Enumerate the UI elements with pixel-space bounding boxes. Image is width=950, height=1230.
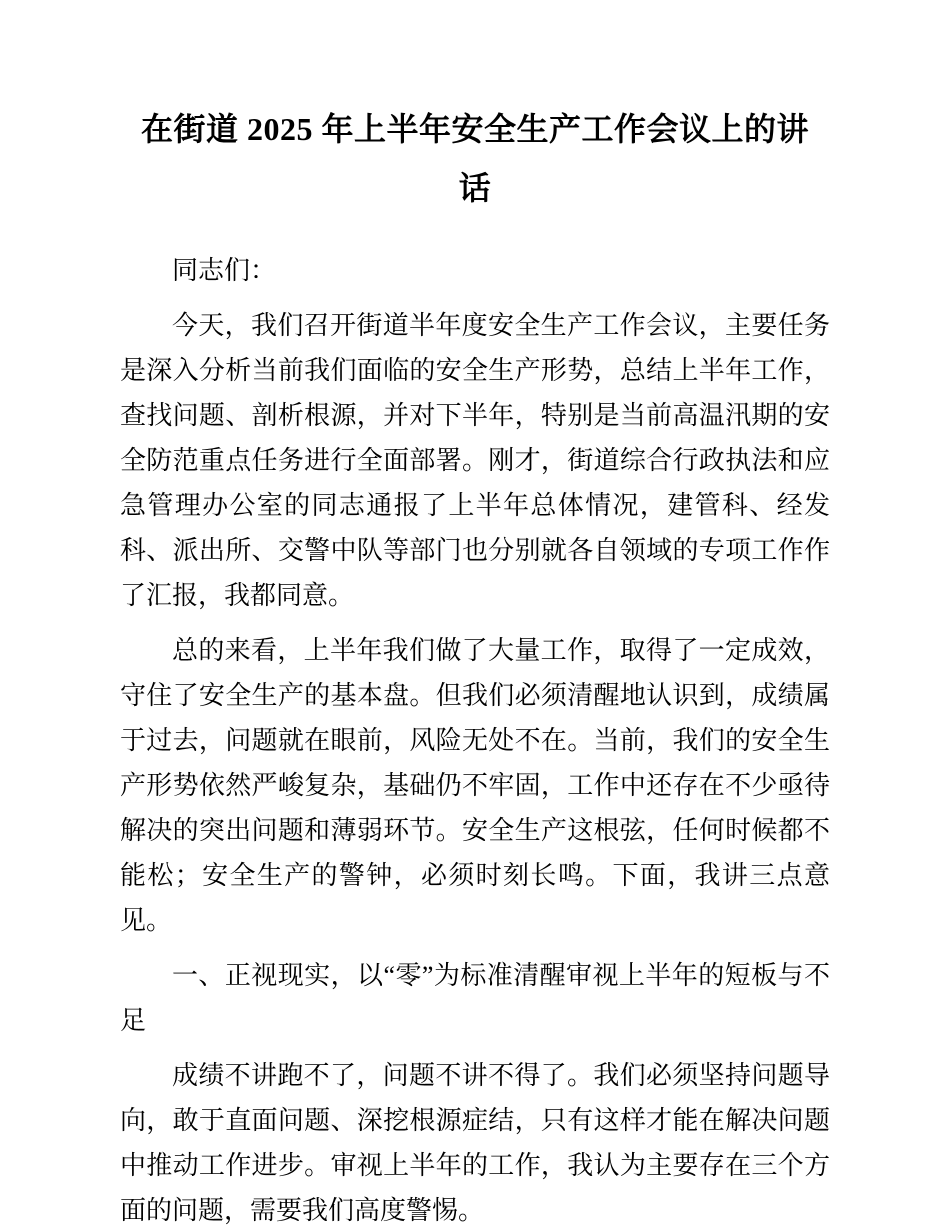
salutation-paragraph: 同志们： [172,256,277,286]
body-paragraph-2: 总的来看，上半年我们做了大量工作，取得了一定成效，守住了安全生产的基本盘。但我们必须清醒地认识到，成绩属于过去，问题就在眼前，风险无处不在。当前，我们的安全生产形势依然严峻复杂，基础仍不牢固，工作中还存在不少亟待解决的突出问题和薄弱环节。安全生产这根弦，任何时候都不能松；安全生产的警钟，必须时刻长鸣。下面，我讲三点意见。 [120,636,830,936]
document-body [120,248,830,1230]
section-heading-1: 一、正视现实，以“零”为标准清醒审视上半年的短板与不足 [120,961,830,1036]
body-paragraph-3: 成绩不讲跑不了，问题不讲不得了。我们必须坚持问题导向，敢于直面问题、深挖根源症结，只有这样才能在解决问题中推动工作进步。审视上半年的工作，我认为主要存在三个方面的问题，需要我们高度警惕。 [120,1061,830,1226]
document-title: 在街道 2025 年上半年安全生产工作会议上的讲话 [140,111,809,207]
body-paragraph-1: 今天，我们召开街道半年度安全生产工作会议，主要任务是深入分析当前我们面临的安全生产形势，总结上半年工作，查找问题、剖析根源，并对下半年，特别是当前高温汛期的安全防范重点任务进行全面部署。刚才，街道综合行政执法和应急管理办公室的同志通报了上半年总体情况，建管科、经发科、派出所、交警中队等部门也分别就各自领域的专项工作作了汇报，我都同意。 [120,311,830,611]
